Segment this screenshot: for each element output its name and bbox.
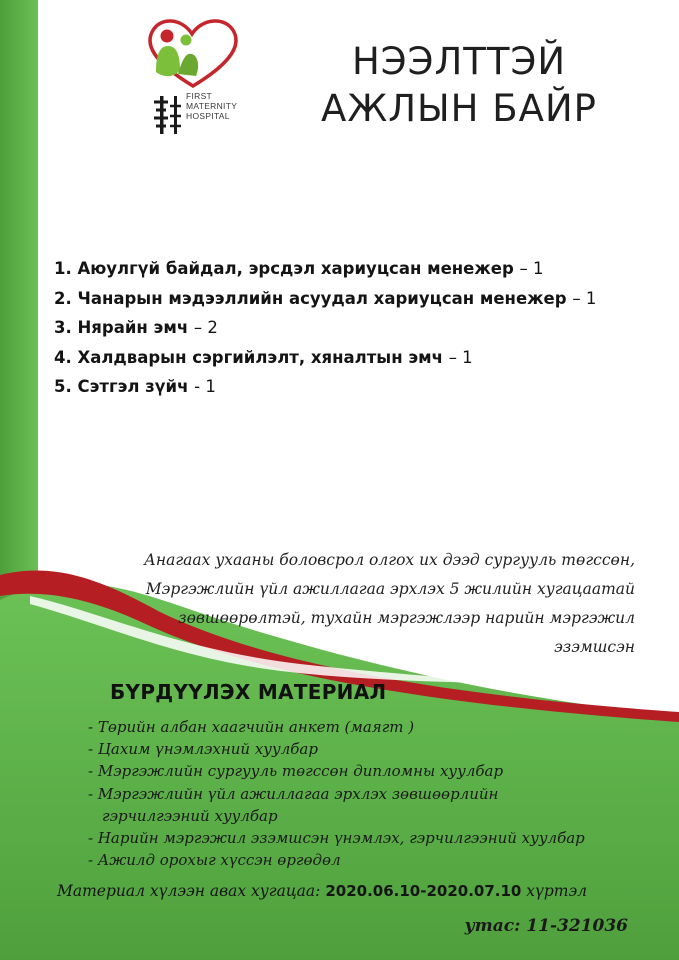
material-item: - Төрийн албан хаагчийн анкет (маягт ) [88,718,415,736]
logo-text-line: MATERNITY [186,101,238,111]
position-title: 3. Нярайн эмч [54,318,189,337]
position-title: 2. Чанарын мэдээллийн асуудал хариуцсан менежер [54,288,567,308]
material-item: - Ажилд орохыг хүссэн өргөдөл [88,851,341,870]
materials-list [88,716,585,871]
position-item [54,372,596,402]
position-count: - 1 [194,377,216,396]
requirement-line: эзэмшсэн [554,638,635,656]
position-title: 5. Сэтгэл зүйч [54,377,189,396]
material-item [88,783,585,827]
positions-list [54,254,596,402]
deadline-dates: 2020.06.10-2020.07.10 [325,882,522,900]
position-title: 1. Аюулгүй байдал, эрсдэл хариуцсан менежер [54,259,514,278]
material-item: - Нарийн мэргэжил эзэмшсэн үнэмлэх, гэрчилгээний хуулбар [88,829,585,848]
position-item [54,284,596,314]
position-title: 4. Халдварын сэргийлэлт, хяналтын эмч [54,347,443,367]
deadline-label: Материал хүлээн авах хугацаа: [57,882,321,900]
requirement-line: Анагаах ухааны боловсрол олгох их дээд сургууль төгссөн, [144,551,635,569]
materials-title: БҮРДҮҮЛЭХ МАТЕРИАЛ [110,680,387,704]
deadline-text [57,882,587,900]
logo-text [186,91,237,121]
deadline-suffix: хүртэл [526,882,588,900]
material-item: - Цахим үнэмлэхний хуулбар [88,740,318,759]
requirement-line: зөвшөөрөлтэй, тухайн мэргэжлээр нарийн мэргэжил [178,609,635,627]
position-count: – 1 [572,288,597,308]
left-green-strip [0,0,38,612]
material-item-continuation: гэрчилгээний хуулбар [102,806,278,825]
requirement-line: Мэргэжлийн үйл ажиллагаа эрхлэх 5 жилийн хугацаатай [145,580,635,598]
title-line: АЖЛЫН БАЙР [321,87,597,130]
position-item [54,313,596,343]
material-item-line: - Мэргэжлийн үйл ажиллагаа эрхлэх зөвшөөрлийн [88,784,499,803]
position-item [54,343,596,373]
contact-phone: утас: 11-321036 [464,916,628,936]
logo-text-line: FIRST [186,91,213,101]
position-count: – 2 [193,318,218,337]
position-count: – 1 [448,347,473,367]
material-item: - Мэргэжлийн сургууль төгссөн дипломны хуулбар [88,762,504,781]
requirements-text [75,546,635,662]
title-line: НЭЭЛТТЭЙ [351,40,567,83]
position-count: – 1 [519,259,544,278]
page-title [300,38,618,132]
logo-text-line: HOSPITAL [186,111,230,121]
position-item [54,254,596,284]
